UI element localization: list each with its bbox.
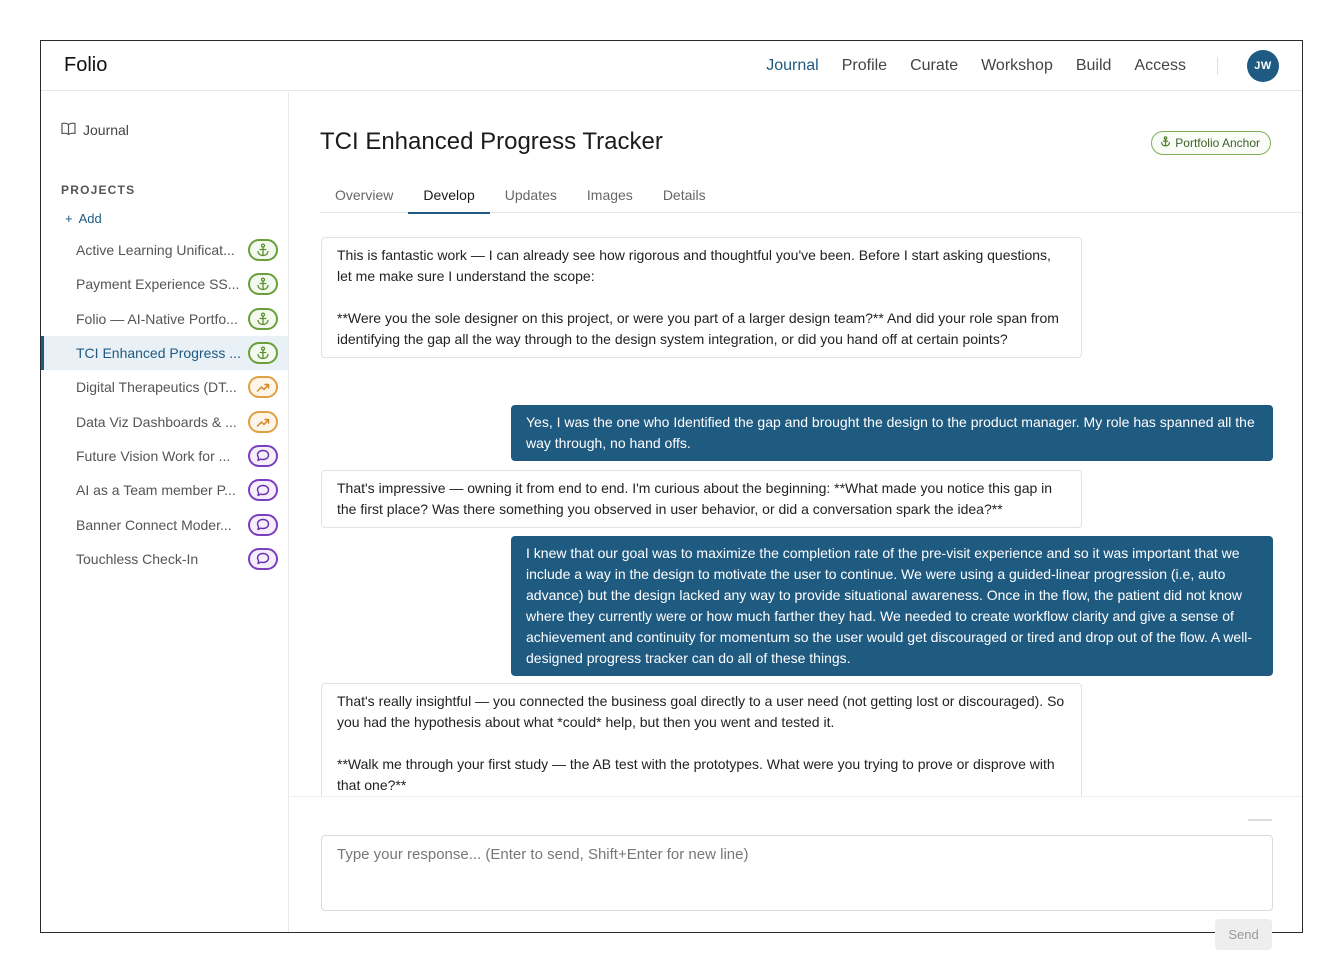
project-label: TCI Enhanced Progress ...	[76, 345, 241, 362]
message-text: Yes, I was the one who Identified the gap and brought the design to the product manager. My role has spanned all the way through, no hand offs.	[526, 414, 1255, 451]
trending-up-icon	[248, 411, 278, 433]
project-item[interactable]	[41, 507, 288, 541]
chat-bubble-icon	[248, 548, 278, 570]
project-label: Payment Experience SS...	[76, 276, 240, 293]
message-text: That's impressive — owning it from end to end. I'm curious about the beginning: **What made you notice this gap in the first place? Was there something you observed in user behavior, or did a conversation spark the idea?**	[337, 480, 1053, 517]
project-item[interactable]	[41, 370, 288, 404]
project-item[interactable]	[41, 473, 288, 507]
tab-details[interactable]: Details	[662, 187, 706, 203]
app-window	[40, 40, 1303, 942]
avatar[interactable]: JW	[1247, 50, 1279, 82]
portfolio-anchor-label: Portfolio Anchor	[1175, 136, 1260, 150]
anchor-icon	[248, 273, 278, 295]
sidebar-journal-link[interactable]	[61, 122, 129, 138]
project-item[interactable]	[41, 439, 288, 473]
project-label: Digital Therapeutics (DT...	[76, 379, 237, 396]
chat-bubble-icon	[248, 445, 278, 467]
trending-up-icon	[248, 376, 278, 398]
chat-bubble-icon	[248, 479, 278, 501]
add-project-label: Add	[78, 211, 102, 226]
nav-journal[interactable]: Journal	[766, 57, 819, 74]
message-text: That's really insightful — you connected the business goal directly to a user need (not getting lost or discouraged). So you had the hypothesis about what *could* help, but then you went and tested it.	[337, 693, 1065, 730]
project-item[interactable]	[41, 542, 288, 576]
project-label: Future Vision Work for ...	[76, 447, 231, 464]
assistant-message	[321, 470, 1082, 528]
project-label: Active Learning Unificat...	[76, 242, 235, 259]
tab-overview[interactable]: Overview	[335, 187, 394, 203]
project-list	[41, 233, 288, 576]
nav-access[interactable]: Access	[1134, 57, 1186, 74]
tab-images[interactable]: Images	[586, 187, 633, 203]
nav-profile[interactable]: Profile	[841, 57, 888, 74]
sidebar-journal-label: Journal	[83, 122, 129, 138]
project-item[interactable]	[41, 302, 288, 336]
nav-divider	[1217, 57, 1218, 75]
tab-develop[interactable]: Develop	[408, 182, 489, 213]
project-item[interactable]	[41, 233, 288, 267]
message-text: I knew that our goal was to maximize the completion rate of the pre-visit experience and so it was important that we include a way in the design to motivate the user to continue. We were using a guided-linear progression (i.e, auto advance) but the design lacked any way to provide situational awareness. Once in the flow, the patient did not know where they currently were or how much farther they had. We needed to create workflow clarity and give a sense of achievement and continuity for momentum so the user would get discouraged or tired and drop out of the flow. A well-designed progress tracker can do all of these things.	[526, 545, 1253, 666]
anchor-icon	[1160, 136, 1171, 150]
plus-icon: +	[65, 211, 73, 226]
project-item-active[interactable]	[41, 336, 288, 370]
top-bar	[41, 41, 1302, 91]
nav-build[interactable]: Build	[1075, 57, 1112, 74]
tab-bar	[320, 182, 1302, 213]
nav-workshop[interactable]: Workshop	[981, 57, 1053, 74]
message-text: This is fantastic work — I can already see how rigorous and thoughtful you've been. Before I start asking questions, let me make sure I understand the scope:	[337, 247, 1051, 284]
anchor-icon	[248, 239, 278, 261]
response-input[interactable]	[321, 835, 1273, 911]
user-message	[511, 536, 1273, 676]
anchor-icon	[248, 308, 278, 330]
project-item[interactable]	[41, 404, 288, 438]
brand-logo[interactable]: Folio	[64, 54, 108, 76]
main-panel	[290, 92, 1302, 942]
sidebar	[41, 92, 289, 932]
assistant-message	[321, 683, 1082, 804]
message-thread[interactable]	[290, 214, 1302, 796]
project-item[interactable]	[41, 267, 288, 301]
message-text: **Were you the sole designer on this project, or were you part of a larger design team?** And did your role span from identifying the gap all the way through to the design system integration, or did you hand off at certain points?	[337, 310, 1059, 347]
main-nav	[743, 55, 1186, 77]
user-message	[511, 405, 1273, 461]
nav-curate[interactable]: Curate	[910, 57, 959, 74]
project-label: Data Viz Dashboards & ...	[76, 413, 237, 430]
send-button[interactable]: Send	[1215, 919, 1272, 950]
message-text: **Walk me through your first study — the AB test with the prototypes. What were you trying to prove or disprove with that one?**	[337, 756, 1055, 793]
assistant-message	[321, 237, 1082, 358]
project-label: Banner Connect Moder...	[76, 516, 232, 533]
resize-handle[interactable]	[1248, 819, 1272, 821]
portfolio-anchor-badge[interactable]	[1151, 131, 1271, 155]
project-label: Touchless Check-In	[76, 550, 199, 567]
project-label: Folio — AI-Native Portfo...	[76, 310, 238, 327]
composer	[290, 796, 1302, 942]
anchor-icon	[248, 342, 278, 364]
page-title: TCI Enhanced Progress Tracker	[320, 128, 663, 155]
projects-heading: PROJECTS	[61, 183, 136, 197]
chat-bubble-icon	[248, 514, 278, 536]
project-label: AI as a Team member P...	[76, 482, 236, 499]
book-icon	[61, 122, 76, 138]
tab-updates[interactable]: Updates	[504, 187, 557, 203]
add-project-button[interactable]	[65, 211, 102, 226]
